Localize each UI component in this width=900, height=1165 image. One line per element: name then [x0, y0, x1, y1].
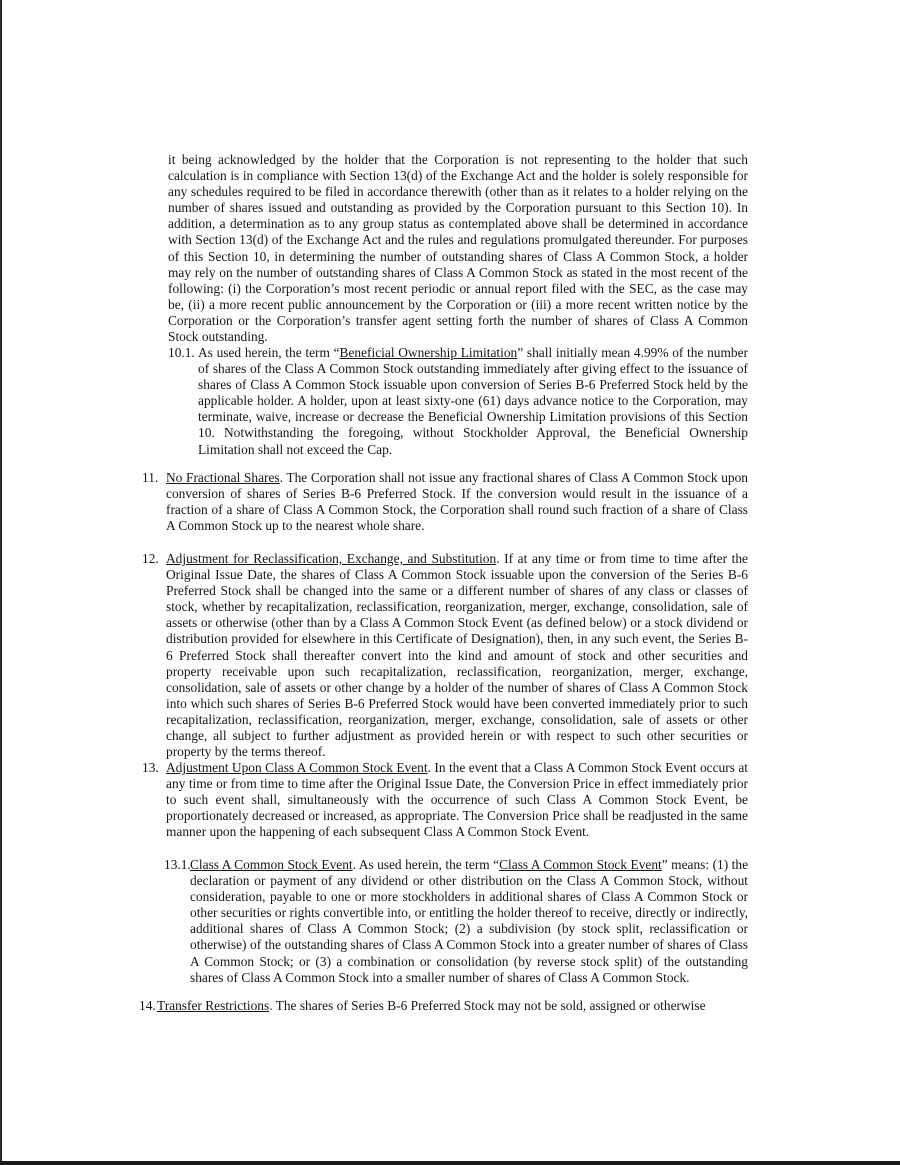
section-text: . If at any time or from time to time after the Original Issue Date, the shares of Class A Common Stock issuable upon the conversion of the Series B-6 Preferred Stock shall be changed into the same or a different number of shares of any class or classes of stock, whether by recapitalization, reclassification, reorganization, merger, exchange, consolidation, sale of assets or otherwise (other than by a Class A Common Stock Event (as defined below) or a stock dividend or distribution provided for elsewhere in this Certificate of Designation), then, in any such event, the Series B-6 Preferred Stock shall thereafter convert into the kind and amount of stock and other securities and property receivable upon such recapitalization, reclassification, reorganization, merger, exchange, consolidation, sale of assets or other change by a holder of the number of shares of Class A Common Stock into which such shares of Series B-6 Preferred Stock would have been converted immediately prior to such recapitalization, reclassification, reorganization, merger, exchange, consolidation, sale of assets or other change, all subject to further adjustment as provided herein or with respect to such other securities or property by the terms thereof.: [166, 551, 748, 760]
section-heading: Adjustment Upon Class A Common Stock Event: [166, 760, 428, 775]
section-text: . In the event that a Class A Common Stock Event occurs at any time or from time to time after the Original Issue Date, the Conversion Price in effect immediately prior to such event shall, simultaneously with the occurrence of such Class A Common Stock Event, be proportionately decreased or increased, as appropriate. The Conversion Price shall be readjusted in the same manner upon the happening of each subsequent Class A Common Stock Event.: [166, 760, 748, 840]
defined-term: Beneficial Ownership Limitation: [339, 345, 518, 360]
scan-edge-bottom: [0, 1161, 900, 1165]
section-heading: Transfer Restrictions: [157, 998, 270, 1013]
intro-paragraph: it being acknowledged by the holder that the Corporation is not representing to the holder that such calculation is in compliance with Section 13(d) of the Exchange Act and the holder is solely responsible for any schedules required to be filed in accordance therewith (other than as it relates to a holder relying on the number of shares issued and outstanding as provided by the Corporation pursuant to this Section 10). In addition, a determination as to any group status as contemplated above shall be determined in accordance with Section 13(d) of the Exchange Act and the rules and regulations promulgated thereunder. For purposes of this Section 10, in determining the number of outstanding shares of Class A Common Stock, a holder may rely on the number of outstanding shares of Class A Common Stock as stated in the most recent of the following: (i) the Corporation’s most recent periodic or annual report filed with the SEC, as the case may be, (ii) a more recent public announcement by the Corporation or (iii) a more recent written notice by the Corporation or the Corporation’s transfer agent setting forth the number of shares of Class A Common Stock outstanding.: [168, 152, 748, 345]
section-lead: As used herein, the term “: [198, 345, 340, 360]
section-heading: Class A Common Stock Event: [190, 857, 353, 872]
section-heading: Adjustment for Reclassification, Exchange, and Substitution: [166, 551, 497, 566]
section-body: [157, 998, 748, 1014]
section-text: ” means: (1) the declaration or payment of any dividend or other distribution on the Class A Common Stock, without consideration, payable to one or more stockholders in additional shares of Class A Common Stock or other securities or rights convertible into, or entitling the holder thereof to receive, directly or indirectly, additional shares of Class A Common Stock; (2) a subdivision (by stock split, reclassification or otherwise) of the outstanding shares of Class A Common Stock into a greater number of shares of Class A Common Stock; or (3) a combination or consolidation (by reverse stock split) of the outstanding shares of Class A Common Stock into a smaller number of shares of Class A Common Stock.: [190, 857, 749, 985]
section-number: 10.1.: [168, 345, 195, 360]
section-body: [190, 857, 748, 986]
section-text: . The shares of Series B-6 Preferred Stock may not be sold, assigned or otherwise: [269, 998, 706, 1013]
section-number: 13.1.: [164, 857, 191, 872]
defined-term: Class A Common Stock Event: [499, 857, 662, 872]
section-body: [166, 760, 748, 840]
section-lead: . As used herein, the term “: [352, 857, 500, 872]
section-heading: No Fractional Shares: [166, 470, 280, 485]
section-text: ” shall initially mean 4.99% of the number of shares of the Class A Common Stock outstanding immediately after giving effect to the issuance of shares of Class A Common Stock issuable upon conversion of Series B-6 Preferred Stock held by the applicable holder. A holder, upon at least sixty-one (61) days advance notice to the Corporation, may terminate, waive, increase or decrease the Beneficial Ownership Limitation provisions of this Section 10. Notwithstanding the foregoing, without Stockholder Approval, the Beneficial Ownership Limitation shall not exceed the Cap.: [198, 345, 748, 457]
section-number: 11.: [142, 470, 159, 485]
section-text: . The Corporation shall not issue any fractional shares of Class A Common Stock upon conversion of shares of Series B-6 Preferred Stock. If the conversion would result in the issuance of a fraction of a share of Class A Common Stock, the Corporation shall round such fraction of a share of Class A Common Stock up to the nearest whole share.: [166, 470, 748, 534]
section-number: 13.: [142, 760, 159, 775]
section-body: [166, 551, 748, 760]
section-body: [198, 345, 748, 458]
section-number: 14.: [139, 998, 156, 1013]
section-body: [166, 470, 748, 534]
scan-edge-left: [0, 0, 2, 1165]
section-number: 12.: [142, 551, 159, 566]
